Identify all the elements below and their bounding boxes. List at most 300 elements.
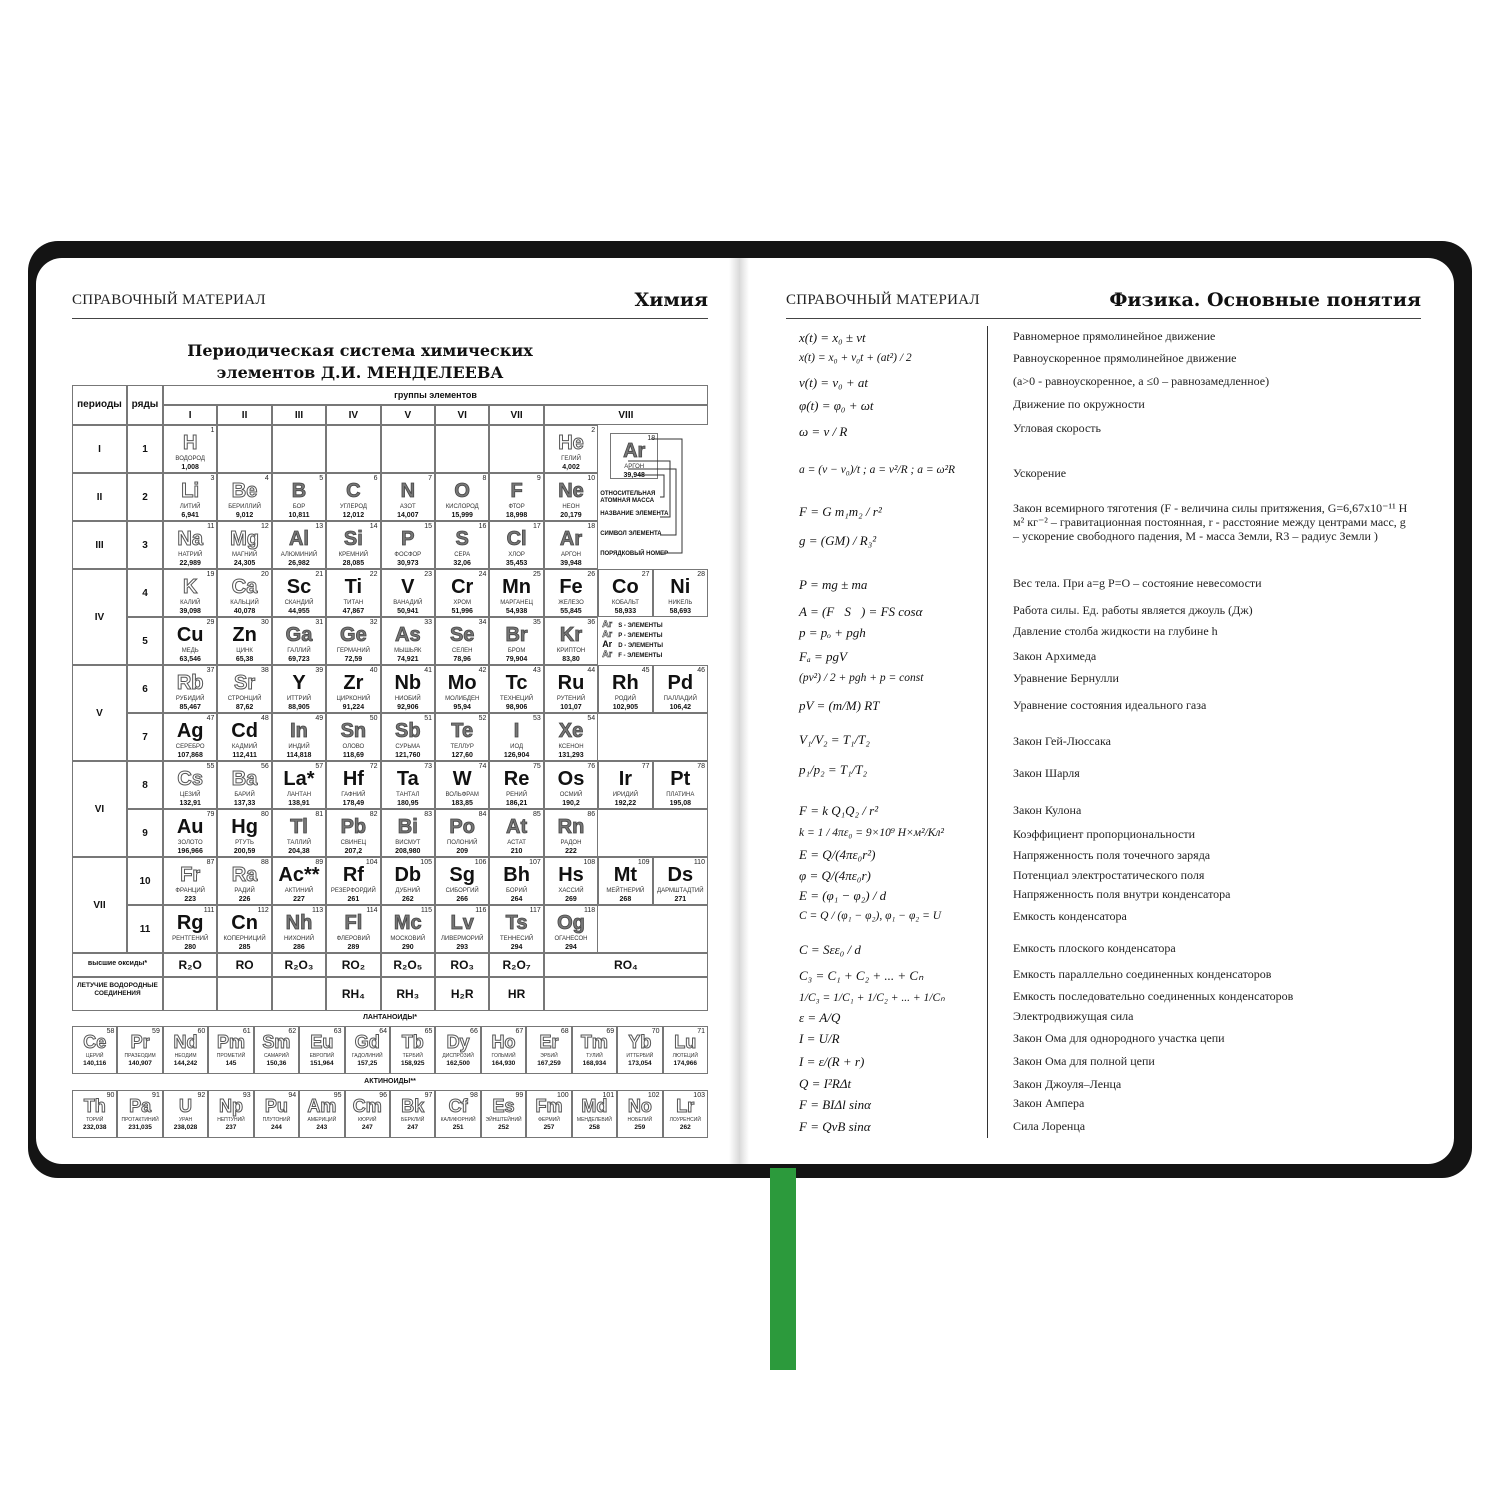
element-name: ОСМИЙ <box>559 792 583 798</box>
element-mass: 9,012 <box>235 512 254 519</box>
element-mass: 208,980 <box>395 848 421 855</box>
element-name: БОРИЙ <box>506 888 528 894</box>
element-Nh <box>272 905 326 953</box>
element-name: АМЕРИЦИЙ <box>307 1117 337 1123</box>
element-mass: 127,60 <box>451 752 473 759</box>
element-symbol: Tb <box>401 1032 424 1052</box>
element-number: 42 <box>478 667 487 674</box>
element-symbol: K <box>182 576 198 598</box>
lanthanide-Ho <box>481 1026 526 1074</box>
element-number: 66 <box>470 1028 478 1035</box>
element-symbol: Pr <box>130 1032 150 1052</box>
element-symbol: Md <box>581 1096 608 1116</box>
element-symbol: Be <box>231 480 258 502</box>
oxide-cell <box>381 953 435 977</box>
physics-formula: P = mg ± ma <box>799 577 868 592</box>
element-number: 16 <box>478 523 487 530</box>
element-number: 5 <box>319 475 324 482</box>
element-number: 108 <box>583 859 596 866</box>
table-cell-empty <box>272 425 326 473</box>
element-He <box>544 425 598 473</box>
physics-formula: v(t) = v₀ + at <box>799 375 868 390</box>
oxide-formula: RO₃ <box>450 958 474 972</box>
element-name: БАРИЙ <box>234 792 255 798</box>
element-As <box>381 617 435 665</box>
table-cell-empty <box>217 425 271 473</box>
element-name: ИТТЕРБИЙ <box>626 1053 654 1059</box>
element-number: 49 <box>315 715 324 722</box>
hydride-cell <box>163 977 217 1011</box>
element-mass: 26,982 <box>288 560 310 567</box>
element-symbol: Bh <box>503 864 530 886</box>
element-number: 48 <box>260 715 269 722</box>
element-number: 69 <box>606 1028 615 1035</box>
element-number: 88 <box>260 859 269 866</box>
physics-description: Напряженность поля точечного заряда <box>1013 848 1211 862</box>
element-mass: 251 <box>452 1124 464 1131</box>
element-mass: 200,59 <box>233 848 256 855</box>
element-Sb <box>381 713 435 761</box>
element-name: ТОРИЙ <box>86 1117 104 1123</box>
element-number: 15 <box>424 523 432 530</box>
element-mass: 150,36 <box>266 1060 287 1067</box>
element-mass: 14,007 <box>397 512 419 519</box>
element-name: КАЛИЙ <box>180 600 201 606</box>
element-symbol: S <box>455 528 469 550</box>
element-symbol: Bk <box>401 1096 425 1116</box>
element-mass: 63,546 <box>179 656 201 663</box>
element-name: ГЕРМАНИЙ <box>336 648 370 654</box>
element-number: 19 <box>206 571 215 578</box>
element-symbol: Ga <box>285 624 313 646</box>
element-Lv <box>435 905 489 953</box>
element-name: ТАНТАЛ <box>396 792 420 798</box>
element-mass: 1,008 <box>181 464 199 471</box>
element-number: 27 <box>641 571 650 578</box>
element-symbol: Ds <box>667 864 694 886</box>
lanthanide-Tb <box>390 1026 435 1074</box>
element-Al <box>272 521 326 569</box>
oxide-formula: R₂O₃ <box>284 958 314 972</box>
header-periods-label: периоды <box>77 399 122 410</box>
row-cell-3 <box>127 521 163 569</box>
physics-formula: E = Q/(4πε₀r²) <box>799 847 876 862</box>
element-number: 21 <box>315 571 324 578</box>
element-symbol: Re <box>503 768 530 790</box>
block-legend-label-p: P - ЭЛЕМЕНТЫ <box>618 633 663 639</box>
lanthanide-Lu <box>663 1026 708 1074</box>
oxides-label-cell <box>72 953 163 977</box>
element-mass: 138,91 <box>288 800 310 807</box>
element-Ac <box>272 857 326 905</box>
element-symbol: Pm <box>216 1032 245 1052</box>
element-number: 22 <box>369 571 378 578</box>
element-Ti <box>326 569 380 617</box>
physics-formula: pV = (m/M) RT <box>799 698 880 713</box>
element-symbol: B <box>291 480 307 502</box>
element-symbol: Nb <box>394 672 422 694</box>
element-number: 93 <box>242 1092 251 1099</box>
element-symbol: Cn <box>231 912 258 934</box>
element-mass: 35,453 <box>505 560 528 567</box>
element-symbol: Np <box>218 1096 243 1116</box>
element-mass: 190,2 <box>562 800 580 807</box>
element-name: ТУЛИЙ <box>586 1053 603 1059</box>
element-Os <box>544 761 598 809</box>
element-symbol: Os <box>557 768 585 790</box>
element-name: РЕНИЙ <box>506 792 528 798</box>
element-name: ДУБНИЙ <box>395 888 421 894</box>
element-name: РЕЗЕРФОРДИЙ <box>330 888 376 894</box>
element-symbol: No <box>627 1096 652 1116</box>
period-cell-I <box>72 425 127 473</box>
element-mass: 140,116 <box>83 1060 107 1067</box>
element-Cu <box>163 617 217 665</box>
lanthanide-Pr <box>117 1026 162 1074</box>
physics-description: Вес тела. При a=g P=O – состояние невесомости <box>1013 576 1262 590</box>
element-mass: 28,085 <box>342 560 365 567</box>
physics-formula: C₃ = C₁ + C₂ + ... + Cₙ <box>799 968 924 983</box>
physics-description: Движение по окружности <box>1013 397 1145 411</box>
element-symbol: Mt <box>613 864 638 886</box>
group-label: IV <box>348 410 359 421</box>
element-symbol: Mn <box>502 576 532 598</box>
period-label: I <box>98 444 101 455</box>
element-number: 41 <box>424 667 432 674</box>
element-symbol: Ts <box>505 912 528 934</box>
row-label: 6 <box>142 684 148 695</box>
element-symbol: Po <box>449 816 475 838</box>
element-name: ПРАЗЕОДИМ <box>124 1053 156 1059</box>
element-number: 116 <box>475 907 487 914</box>
element-mass: 151,964 <box>310 1060 334 1067</box>
element-symbol: Hg <box>231 816 258 838</box>
element-symbol: Kr <box>559 624 583 646</box>
period-label: V <box>96 708 103 719</box>
element-name: ФРАНЦИЙ <box>175 888 205 894</box>
element-number: 70 <box>651 1028 660 1035</box>
element-number: 86 <box>587 811 596 818</box>
element-mass: 262 <box>679 1124 691 1131</box>
element-mass: 112,411 <box>232 752 257 759</box>
actinide-No <box>617 1090 662 1138</box>
element-number: 32 <box>369 619 378 626</box>
element-number: 35 <box>532 619 541 626</box>
element-mass: 87,62 <box>235 704 254 711</box>
element-mass: 289 <box>347 944 360 951</box>
element-number: 51 <box>424 715 432 722</box>
element-name: КЮРИЙ <box>358 1117 377 1123</box>
physics-formula: A = (F⃗S⃗) = FS cosα <box>799 604 923 619</box>
element-number: 40 <box>369 667 378 674</box>
element-symbol: Lv <box>450 912 474 934</box>
element-symbol: Hs <box>558 864 584 886</box>
actinide-Cm <box>345 1090 390 1138</box>
physics-formula: x(t) = x₀ + v₀t + (at²) / 2 <box>799 352 912 364</box>
element-number: 8 <box>482 475 487 482</box>
element-mass: 137,33 <box>233 800 256 807</box>
oxide-cell <box>326 953 380 977</box>
element-symbol: Pa <box>129 1096 152 1116</box>
element-mass: 144,242 <box>173 1060 198 1067</box>
element-name: ЗОЛОТО <box>177 840 203 846</box>
element-W <box>435 761 489 809</box>
element-mass: 131,293 <box>558 752 584 759</box>
element-symbol: Ta <box>396 768 419 790</box>
element-name: НИХОНИЙ <box>283 936 315 942</box>
element-number: 20 <box>260 571 269 578</box>
element-number: 50 <box>369 715 378 722</box>
physics-formula: Fₐ = pgV <box>799 649 847 664</box>
legend-box <box>598 425 708 569</box>
element-Zr <box>326 665 380 713</box>
element-number: 67 <box>515 1028 524 1035</box>
row-cell-9 <box>127 809 163 857</box>
element-Hf <box>326 761 380 809</box>
element-name: ОЛОВО <box>342 744 365 750</box>
row-cell-6 <box>127 665 163 713</box>
element-name: СЕРА <box>454 552 471 558</box>
element-number: 7 <box>428 475 432 482</box>
element-symbol: Lr <box>676 1096 695 1116</box>
element-mass: 88,905 <box>288 704 310 711</box>
element-name: ТЕРБИЙ <box>402 1053 423 1059</box>
element-number: 33 <box>424 619 432 626</box>
oxide-formula: R₂O <box>178 958 202 972</box>
element-Rb <box>163 665 217 713</box>
physics-description: Закон Ампера <box>1013 1096 1085 1110</box>
row-label: 7 <box>142 732 148 743</box>
element-mass: 30,973 <box>397 560 419 567</box>
physics-formula: (pv²) / 2 + pgh + p = const <box>799 672 924 684</box>
element-I <box>489 713 543 761</box>
element-number: 84 <box>478 811 487 818</box>
actinide-Th <box>72 1090 117 1138</box>
element-number: 24 <box>478 571 487 578</box>
element-name: ИОД <box>510 744 524 750</box>
group-header-IV <box>326 405 380 425</box>
element-name: ПАЛЛАДИЙ <box>663 696 697 702</box>
element-name: ЭРБИЙ <box>540 1053 558 1059</box>
element-symbol: Sm <box>262 1032 291 1052</box>
element-symbol: Zr <box>343 672 364 694</box>
element-name: ЛОУРЕНСИЙ <box>669 1117 701 1123</box>
period-cell-II <box>72 473 127 521</box>
element-mass: 158,925 <box>400 1060 425 1067</box>
element-mass: 180,95 <box>397 800 419 807</box>
element-mass: 18,998 <box>505 512 528 519</box>
actinide-Pu <box>254 1090 299 1138</box>
element-symbol: Og <box>557 912 585 934</box>
element-mass: 54,938 <box>505 608 528 615</box>
hydride-cell <box>435 977 489 1011</box>
element-number: 74 <box>478 763 487 770</box>
element-symbol: Sg <box>449 864 475 886</box>
element-symbol: Rb <box>176 672 204 694</box>
group-label: I <box>188 410 192 421</box>
group-label: VIII <box>618 410 634 421</box>
element-Po <box>435 809 489 857</box>
element-number: 117 <box>529 907 541 914</box>
group-label: V <box>404 410 412 421</box>
element-number: 90 <box>106 1092 115 1099</box>
element-number: 79 <box>206 811 215 818</box>
element-number: 26 <box>587 571 596 578</box>
element-number: 34 <box>478 619 487 626</box>
element-mass: 173,054 <box>628 1060 652 1067</box>
physics-description: Емкость последовательно соединенных конденсаторов <box>1013 989 1294 1003</box>
element-number: 43 <box>532 667 541 674</box>
element-symbol: O <box>454 480 470 502</box>
physics-formula: F = k Q₁Q₂ / r² <box>799 803 879 818</box>
element-Br <box>489 617 543 665</box>
row-cell-8 <box>127 761 163 809</box>
element-symbol: W <box>452 768 472 790</box>
element-symbol: Ce <box>83 1032 107 1052</box>
element-name: МЕНДЕЛЕВИЙ <box>576 1117 612 1123</box>
period-label: VII <box>93 900 106 911</box>
element-name: ЛЮТЕЦИЙ <box>672 1053 698 1059</box>
element-Hs <box>544 857 598 905</box>
element-symbol: U <box>179 1096 193 1116</box>
element-name: АЗОТ <box>399 504 416 510</box>
hydride-cell <box>217 977 271 1011</box>
element-name: МЕЙТНЕРИЙ <box>606 888 645 894</box>
element-symbol: Rn <box>557 816 585 838</box>
element-symbol: Cr <box>451 576 474 598</box>
element-mass: 280 <box>184 944 197 951</box>
element-name: ЕВРОПИЙ <box>309 1053 335 1059</box>
physics-formula: I = U/R <box>799 1031 840 1046</box>
element-Nb <box>381 665 435 713</box>
row-cell-5 <box>127 617 163 665</box>
element-symbol: Ne <box>558 480 584 502</box>
table-header-periods <box>72 385 127 425</box>
element-name: РУБИДИЙ <box>175 696 205 702</box>
element-mass: 39,948 <box>560 560 582 567</box>
element-name: ГОЛЬМИЙ <box>491 1053 516 1059</box>
element-symbol: P <box>401 528 415 550</box>
period-cell-VI <box>72 761 127 857</box>
element-name: МЕДЬ <box>181 648 199 654</box>
element-mass: 15,999 <box>451 512 473 519</box>
element-name: ЖЕЛЕЗО <box>558 600 584 606</box>
header-rows-label: ряды <box>131 399 159 410</box>
element-mass: 285 <box>238 944 251 951</box>
period-label: II <box>96 492 103 503</box>
element-number: 17 <box>532 523 541 530</box>
row-cell-11 <box>127 905 163 953</box>
element-name: СИБОРГИЙ <box>445 888 479 894</box>
oxide-formula: R₂O₇ <box>502 958 531 972</box>
physics-formula: I = ε/(R + r) <box>799 1054 865 1069</box>
actinide-Lr <box>663 1090 708 1138</box>
physics-formula: a = (v − v₀)/t ; a = v²/R ; a = ω²R <box>799 464 956 476</box>
element-symbol: Co <box>612 576 639 598</box>
element-mass: 83,80 <box>562 656 580 663</box>
lanthanide-Eu <box>299 1026 344 1074</box>
groups-label: группы элементов <box>394 390 477 400</box>
element-F <box>489 473 543 521</box>
element-mass: 268 <box>619 896 632 903</box>
element-name: НИКЕЛЬ <box>668 600 693 606</box>
element-Fr <box>163 857 217 905</box>
element-symbol: Cu <box>176 624 204 646</box>
element-Cd <box>217 713 271 761</box>
element-mass: 132,91 <box>179 800 201 807</box>
element-mass: 58,693 <box>669 608 691 615</box>
element-symbol: Ge <box>340 624 367 646</box>
element-symbol: Eu <box>310 1032 334 1052</box>
element-K <box>163 569 217 617</box>
element-number: 9 <box>536 475 541 482</box>
row-cell-10 <box>127 857 163 905</box>
element-number: 60 <box>197 1028 206 1035</box>
element-symbol: Mg <box>230 528 260 550</box>
row-cell-2 <box>127 473 163 521</box>
element-mass: 293 <box>456 944 469 951</box>
element-name: АКТИНИЙ <box>284 888 314 894</box>
element-mass: 207,2 <box>344 848 363 855</box>
element-name: ФЛЕРОВИЙ <box>336 936 371 942</box>
element-mass: 168,934 <box>582 1060 607 1067</box>
element-mass: 6,941 <box>181 512 199 519</box>
lanthanide-Dy <box>435 1026 480 1074</box>
oxide-cell <box>489 953 543 977</box>
element-number: 83 <box>424 811 432 818</box>
lanthanide-Tm <box>572 1026 617 1074</box>
hydride-cell <box>544 977 708 1011</box>
element-name: КАДМИЙ <box>231 744 258 750</box>
element-symbol: Tl <box>290 816 308 838</box>
element-La <box>272 761 326 809</box>
element-number: 111 <box>203 907 215 914</box>
row-label: 9 <box>142 828 148 839</box>
hydride-formula: H₂R <box>450 987 474 1001</box>
element-name: РУТЕНИЙ <box>556 696 586 702</box>
element-symbol: Sb <box>395 720 421 742</box>
element-mass: 55,845 <box>560 608 582 615</box>
actinide-Es <box>481 1090 526 1138</box>
element-number: 78 <box>697 763 705 770</box>
element-number: 80 <box>260 811 269 818</box>
element-number: 30 <box>260 619 269 626</box>
element-mass: 58,933 <box>614 608 637 615</box>
element-Ni <box>653 569 708 617</box>
element-Rn <box>544 809 598 857</box>
element-symbol: Er <box>539 1032 559 1052</box>
element-symbol: Se <box>449 624 475 646</box>
physics-formula: F = BIΔl sinα <box>799 1097 871 1112</box>
lanthanide-Nd <box>163 1026 208 1074</box>
element-symbol: Ho <box>491 1032 516 1052</box>
element-number: 14 <box>369 523 378 530</box>
element-mass: 106,42 <box>669 704 691 711</box>
legend-label: НАЗВАНИЕ ЭЛЕМЕНТА <box>600 511 669 517</box>
element-symbol: Te <box>451 720 474 742</box>
element-mass: 47,867 <box>342 608 365 615</box>
element-number: 89 <box>315 859 324 866</box>
element-name: КАЛИФОРНИЙ <box>440 1117 476 1123</box>
element-In <box>272 713 326 761</box>
period-label: IV <box>94 612 105 623</box>
row-label: 5 <box>142 636 148 647</box>
element-number: 104 <box>365 859 378 866</box>
physics-formula: k = 1 / 4πε₀ = 9×10⁹ Н×м²/Кл² <box>799 827 944 839</box>
element-symbol: Ra <box>231 864 258 886</box>
element-number: 64 <box>379 1028 387 1035</box>
physics-description: Коэффициент пропорциональности <box>1013 827 1196 841</box>
